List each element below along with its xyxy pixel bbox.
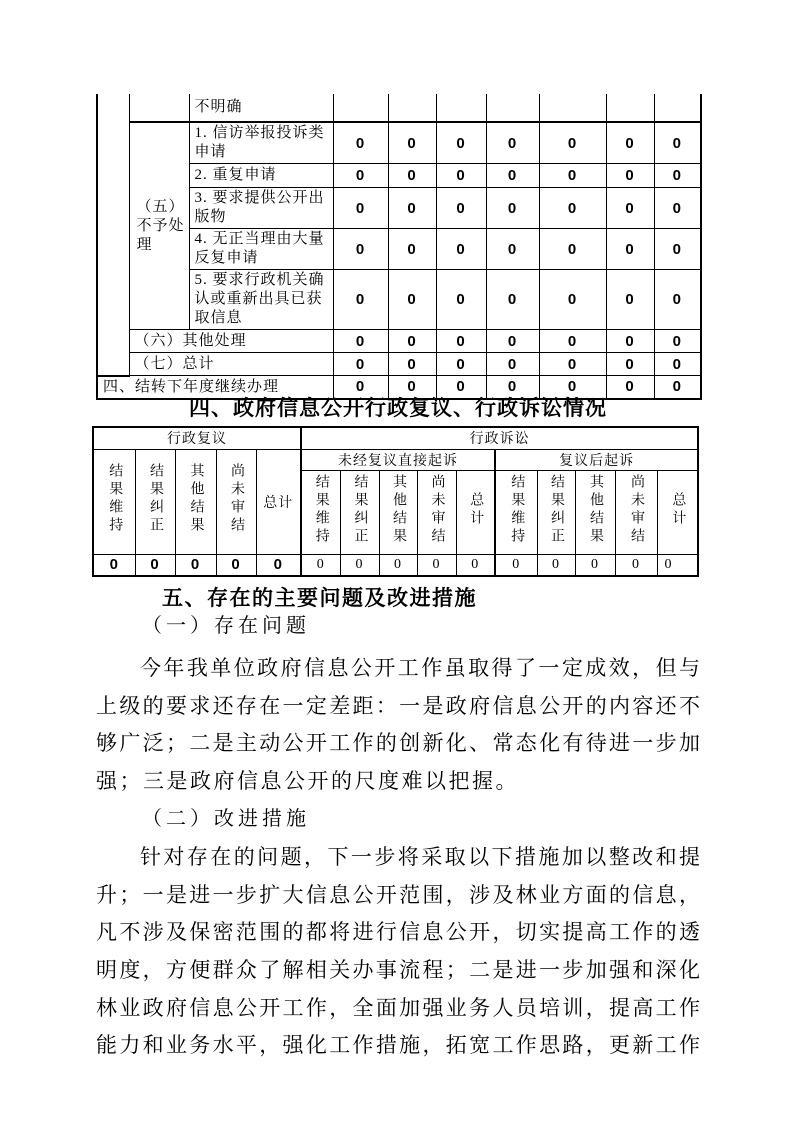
- column-header: [456, 470, 495, 554]
- value-cell: 0: [539, 164, 606, 188]
- paragraph-line: 上级的要求还存在一定差距：一是政府信息公开的内容还不: [96, 694, 700, 718]
- column-header: [93, 449, 135, 554]
- value-cell: 0: [379, 554, 417, 576]
- paragraph-line: 够广泛；二是主动公开工作的创新化、常态化有待进一步加: [96, 731, 700, 755]
- header-text: 其他结果: [188, 463, 204, 535]
- column-header: [216, 449, 256, 554]
- value-cell: 0: [340, 554, 379, 576]
- row-label: 5. 要求行政机关确认或重新出具已获取信息: [189, 270, 333, 330]
- value-cell: 0: [539, 353, 606, 376]
- value-cell: 0: [436, 188, 486, 229]
- value-cell: 0: [333, 353, 388, 376]
- column-header: 总计: [256, 449, 301, 554]
- column-header: [301, 470, 340, 554]
- value-cell: 0: [654, 229, 701, 270]
- value-cell: 0: [333, 122, 388, 164]
- value-cell: [539, 94, 606, 122]
- header-text: 结果纠正: [352, 473, 368, 546]
- value-cell: 0: [654, 164, 701, 188]
- header-text: 结果维持: [107, 463, 123, 535]
- row-label: 2. 重复申请: [189, 164, 333, 188]
- value-cell: 0: [388, 330, 436, 353]
- subsection1-heading: （一）存在问题: [142, 615, 310, 637]
- column-header: [575, 470, 615, 554]
- value-cell: 0: [388, 164, 436, 188]
- value-cell: 0: [654, 376, 701, 399]
- header-text: 其他结果: [588, 473, 604, 546]
- value-cell: [654, 94, 701, 122]
- value-cell: 0: [436, 330, 486, 353]
- table-row: [97, 353, 701, 376]
- row-label: 4. 无正当理由大量反复申请: [189, 229, 333, 270]
- value-cell: 0: [388, 376, 436, 399]
- header-text: 结果纠正: [549, 473, 565, 546]
- empty-cell: [129, 94, 189, 122]
- value-cell: 0: [486, 376, 539, 399]
- header-text: 总计: [670, 491, 686, 528]
- value-cell: 0: [654, 122, 701, 164]
- value-cell: 0: [388, 353, 436, 376]
- value-cell: 0: [606, 353, 654, 376]
- header-text: 结果纠正: [148, 463, 163, 535]
- value-cell: 0: [539, 122, 606, 164]
- value-cell: 0: [436, 270, 486, 330]
- value-cell: 0: [575, 554, 615, 576]
- value-cell: [388, 94, 436, 122]
- value-cell: 0: [486, 188, 539, 229]
- value-cell: 0: [657, 554, 698, 576]
- value-cell: 0: [436, 376, 486, 399]
- value-cell: 0: [486, 270, 539, 330]
- value-cell: [333, 94, 388, 122]
- value-cell: 0: [495, 554, 537, 576]
- value-cell: 0: [436, 122, 486, 164]
- value-cell: 0: [537, 554, 575, 576]
- column-header: [417, 470, 456, 554]
- group-title-review: 行政复议: [93, 427, 301, 449]
- value-cell: 0: [388, 122, 436, 164]
- value-cell: 0: [333, 270, 388, 330]
- value-cell: 0: [333, 330, 388, 353]
- value-cell: 0: [654, 188, 701, 229]
- value-cell: 0: [539, 376, 606, 399]
- value-cell: 0: [175, 554, 216, 576]
- value-cell: 0: [539, 330, 606, 353]
- value-cell: 0: [388, 188, 436, 229]
- paragraph-line: 能力和业务水平，强化工作措施，拓宽工作思路，更新工作: [96, 1033, 700, 1057]
- table-row: [93, 427, 698, 449]
- value-cell: 0: [301, 554, 340, 576]
- value-cell: 0: [654, 270, 701, 330]
- review-litigation-table: [92, 426, 699, 577]
- table-row: [93, 554, 698, 576]
- value-cell: 0: [486, 122, 539, 164]
- value-cell: 0: [486, 330, 539, 353]
- value-cell: 0: [615, 554, 657, 576]
- column-header: [135, 449, 175, 554]
- category-label: （五）不予处理: [129, 122, 189, 330]
- value-cell: 0: [606, 330, 654, 353]
- header-text: 结果维持: [509, 473, 525, 546]
- header-text: 尚未审结: [629, 473, 645, 546]
- header-text: 尚未审结: [229, 463, 244, 535]
- value-cell: 0: [654, 353, 701, 376]
- header-text: 结果维持: [313, 473, 329, 546]
- value-cell: 0: [333, 188, 388, 229]
- value-cell: 0: [417, 554, 456, 576]
- paragraph-line: 今年我单位政府信息公开工作虽取得了一定成效，但与: [140, 656, 700, 680]
- group-title-litigation: 行政诉讼: [301, 427, 698, 449]
- value-cell: 0: [539, 229, 606, 270]
- paragraph-line: 升；一是进一步扩大信息公开范围，涉及林业方面的信息，: [96, 883, 700, 907]
- processing-results-table: [96, 94, 702, 400]
- empty-category-cell: [97, 94, 129, 376]
- value-cell: 0: [135, 554, 175, 576]
- value-cell: 0: [333, 376, 388, 399]
- column-header: [175, 449, 216, 554]
- value-cell: 0: [333, 229, 388, 270]
- value-cell: [436, 94, 486, 122]
- value-cell: 0: [606, 188, 654, 229]
- value-cell: 0: [333, 164, 388, 188]
- value-cell: 0: [486, 229, 539, 270]
- value-cell: 0: [606, 376, 654, 399]
- subgroup-title-after-review-suit: 复议后起诉: [495, 449, 698, 470]
- table-row: [97, 330, 701, 353]
- row-label: 四、结转下年度继续办理: [97, 376, 333, 399]
- value-cell: 0: [256, 554, 301, 576]
- value-cell: 0: [606, 229, 654, 270]
- value-cell: 0: [539, 270, 606, 330]
- paragraph-line: 明度，方便群众了解相关办事流程；二是进一步加强和深化: [96, 958, 700, 982]
- value-cell: 0: [388, 229, 436, 270]
- column-header: [537, 470, 575, 554]
- header-text: 其他结果: [391, 473, 407, 546]
- value-cell: 0: [486, 164, 539, 188]
- row-label: 3. 要求提供公开出版物: [189, 188, 333, 229]
- column-header: [379, 470, 417, 554]
- value-cell: 0: [606, 122, 654, 164]
- paragraph-line: 林业政府信息公开工作，全面加强业务人员培训，提高工作: [96, 996, 700, 1020]
- row-label: 1. 信访举报投诉类申请: [189, 122, 333, 164]
- value-cell: 0: [93, 554, 135, 576]
- row-label: （六）其他处理: [129, 330, 333, 353]
- value-cell: [486, 94, 539, 122]
- column-header: [615, 470, 657, 554]
- column-header: [657, 470, 698, 554]
- value-cell: 0: [216, 554, 256, 576]
- value-cell: 0: [606, 270, 654, 330]
- value-cell: 0: [436, 164, 486, 188]
- table-row: [97, 122, 701, 164]
- value-cell: 0: [539, 188, 606, 229]
- column-header: [340, 470, 379, 554]
- section4-heading: 四、政府信息公开行政复议、行政诉讼情况: [189, 397, 607, 420]
- subsection2-heading: （二）改进措施: [142, 808, 310, 830]
- table-row: [97, 94, 701, 122]
- column-header: [495, 470, 537, 554]
- value-cell: 0: [436, 229, 486, 270]
- value-cell: 0: [606, 164, 654, 188]
- value-cell: 0: [654, 330, 701, 353]
- header-text: 总计: [468, 491, 484, 528]
- row-label: （七）总计: [129, 353, 333, 376]
- section5-heading: 五、存在的主要问题及改进措施: [162, 587, 477, 610]
- paragraph-line: 凡不涉及保密范围的都将进行信息公开，切实提高工作的透: [96, 920, 700, 944]
- value-cell: 0: [456, 554, 495, 576]
- subgroup-title-direct-suit: 未经复议直接起诉: [301, 449, 495, 470]
- header-text: 尚未审结: [429, 473, 445, 546]
- value-cell: 0: [388, 270, 436, 330]
- paragraph-line: 针对存在的问题，下一步将采取以下措施加以整改和提: [140, 845, 700, 869]
- paragraph-line: 强；三是政府信息公开的尺度难以把握。: [96, 769, 519, 793]
- value-cell: 0: [436, 353, 486, 376]
- table-row: [93, 449, 698, 470]
- row-label: 不明确: [189, 94, 333, 122]
- value-cell: [606, 94, 654, 122]
- value-cell: 0: [486, 353, 539, 376]
